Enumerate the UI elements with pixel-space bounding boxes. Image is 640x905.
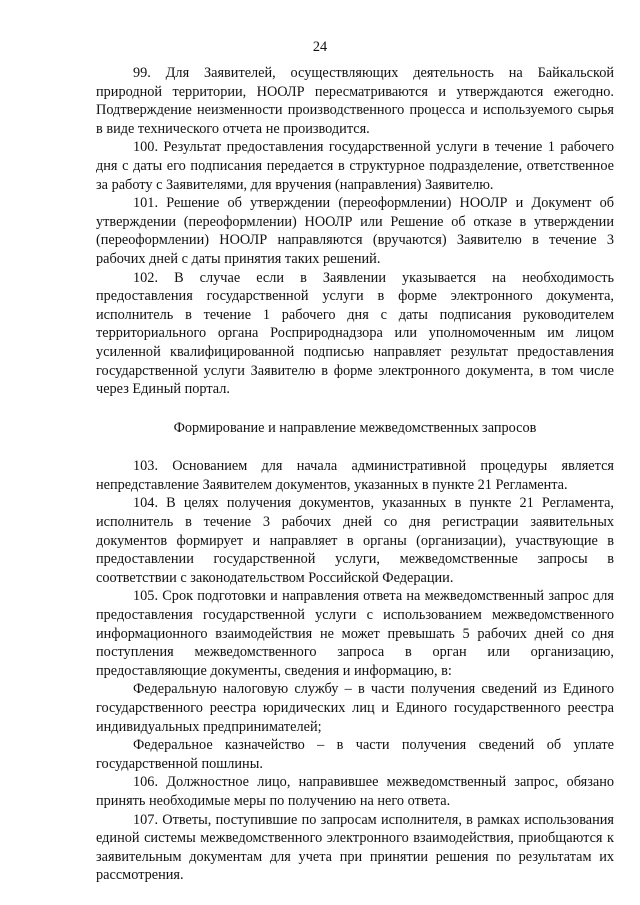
document-body xyxy=(96,64,614,885)
paragraph-104: 104. В целях получения документов, указанных в пункте 21 Регламента, исполнитель в течение 3 рабочих дней со дня регистрации заявительных документов формирует и направляет в органы (организации), участвующие в предоставлении государственной услуги, межведомственные запросы в соответствии с законодательством Российской Федерации. xyxy=(96,495,614,586)
paragraph-102: 102. В случае если в Заявлении указывается на необходимость предоставления государственной услуги в форме электронного документа, исполнитель в течение 1 рабочего дня с даты подписания руководителем территориального органа Росприроднадзора или уполномоченным им лицом усиленной квалифицированной подписью направляет результат предоставления государственной услуги Заявителю в форме электронного документа, в том числе через Единый портал. xyxy=(96,269,614,398)
paragraph-105-tax-service: Федеральную налоговую службу – в части получения сведений из Единого государственного реестра юридических лиц и Единого государственного реестра индивидуальных предпринимателей; xyxy=(96,681,614,735)
paragraph-105: 105. Срок подготовки и направления ответа на межведомственный запрос для предоставления государственной услуги с использованием межведомственного информационного взаимодействия не может превышать 5 рабочих дней со дня поступления межведомственного запроса в орган или организацию, предоставляющие документы, сведения и информацию, в: xyxy=(96,588,614,679)
section-heading: Формирование и направление межведомственных запросов xyxy=(173,419,537,436)
paragraph-103: 103. Основанием для начала административной процедуры является непредставление Заявителем документов, указанных в пункте 21 Регламента. xyxy=(96,458,614,493)
paragraph-101: 101. Решение об утверждении (переоформлении) НООЛР и Документ об утверждении (переоформлении) НООЛР или Решение об отказе в утверждении (переоформлении) НООЛР направляются (вручаются) Заявителю в течение 3 рабочих дней с даты принятия таких решений. xyxy=(96,195,614,267)
paragraph-106: 106. Должностное лицо, направившее межведомственный запрос, обязано принять необходимые меры по получению на него ответа. xyxy=(96,774,614,809)
paragraph-107: 107. Ответы, поступившие по запросам исполнителя, в рамках использования единой системы межведомственного электронного взаимодействия, приобщаются к заявительным документам для учета при принятии решения по результатам их рассмотрения. xyxy=(96,811,614,884)
paragraph-99: 99. Для Заявителей, осуществляющих деятельность на Байкальской природной территории, НООЛР пересматриваются и утверждаются ежегодно. Подтверждение неизменности производственного процесса и используемого сырья в виде технического отчета не производится. xyxy=(96,65,614,137)
paragraph-105-treasury: Федеральное казначейство – в части получения сведений об уплате государственной пошлины. xyxy=(96,737,614,772)
paragraph-100: 100. Результат предоставления государственной услуги в течение 1 рабочего дня с даты его подписания передается в структурное подразделение, ответственное за работу с Заявителями, для вручения (направления) Заявителю. xyxy=(96,139,614,193)
page-number: 24 xyxy=(312,39,328,55)
